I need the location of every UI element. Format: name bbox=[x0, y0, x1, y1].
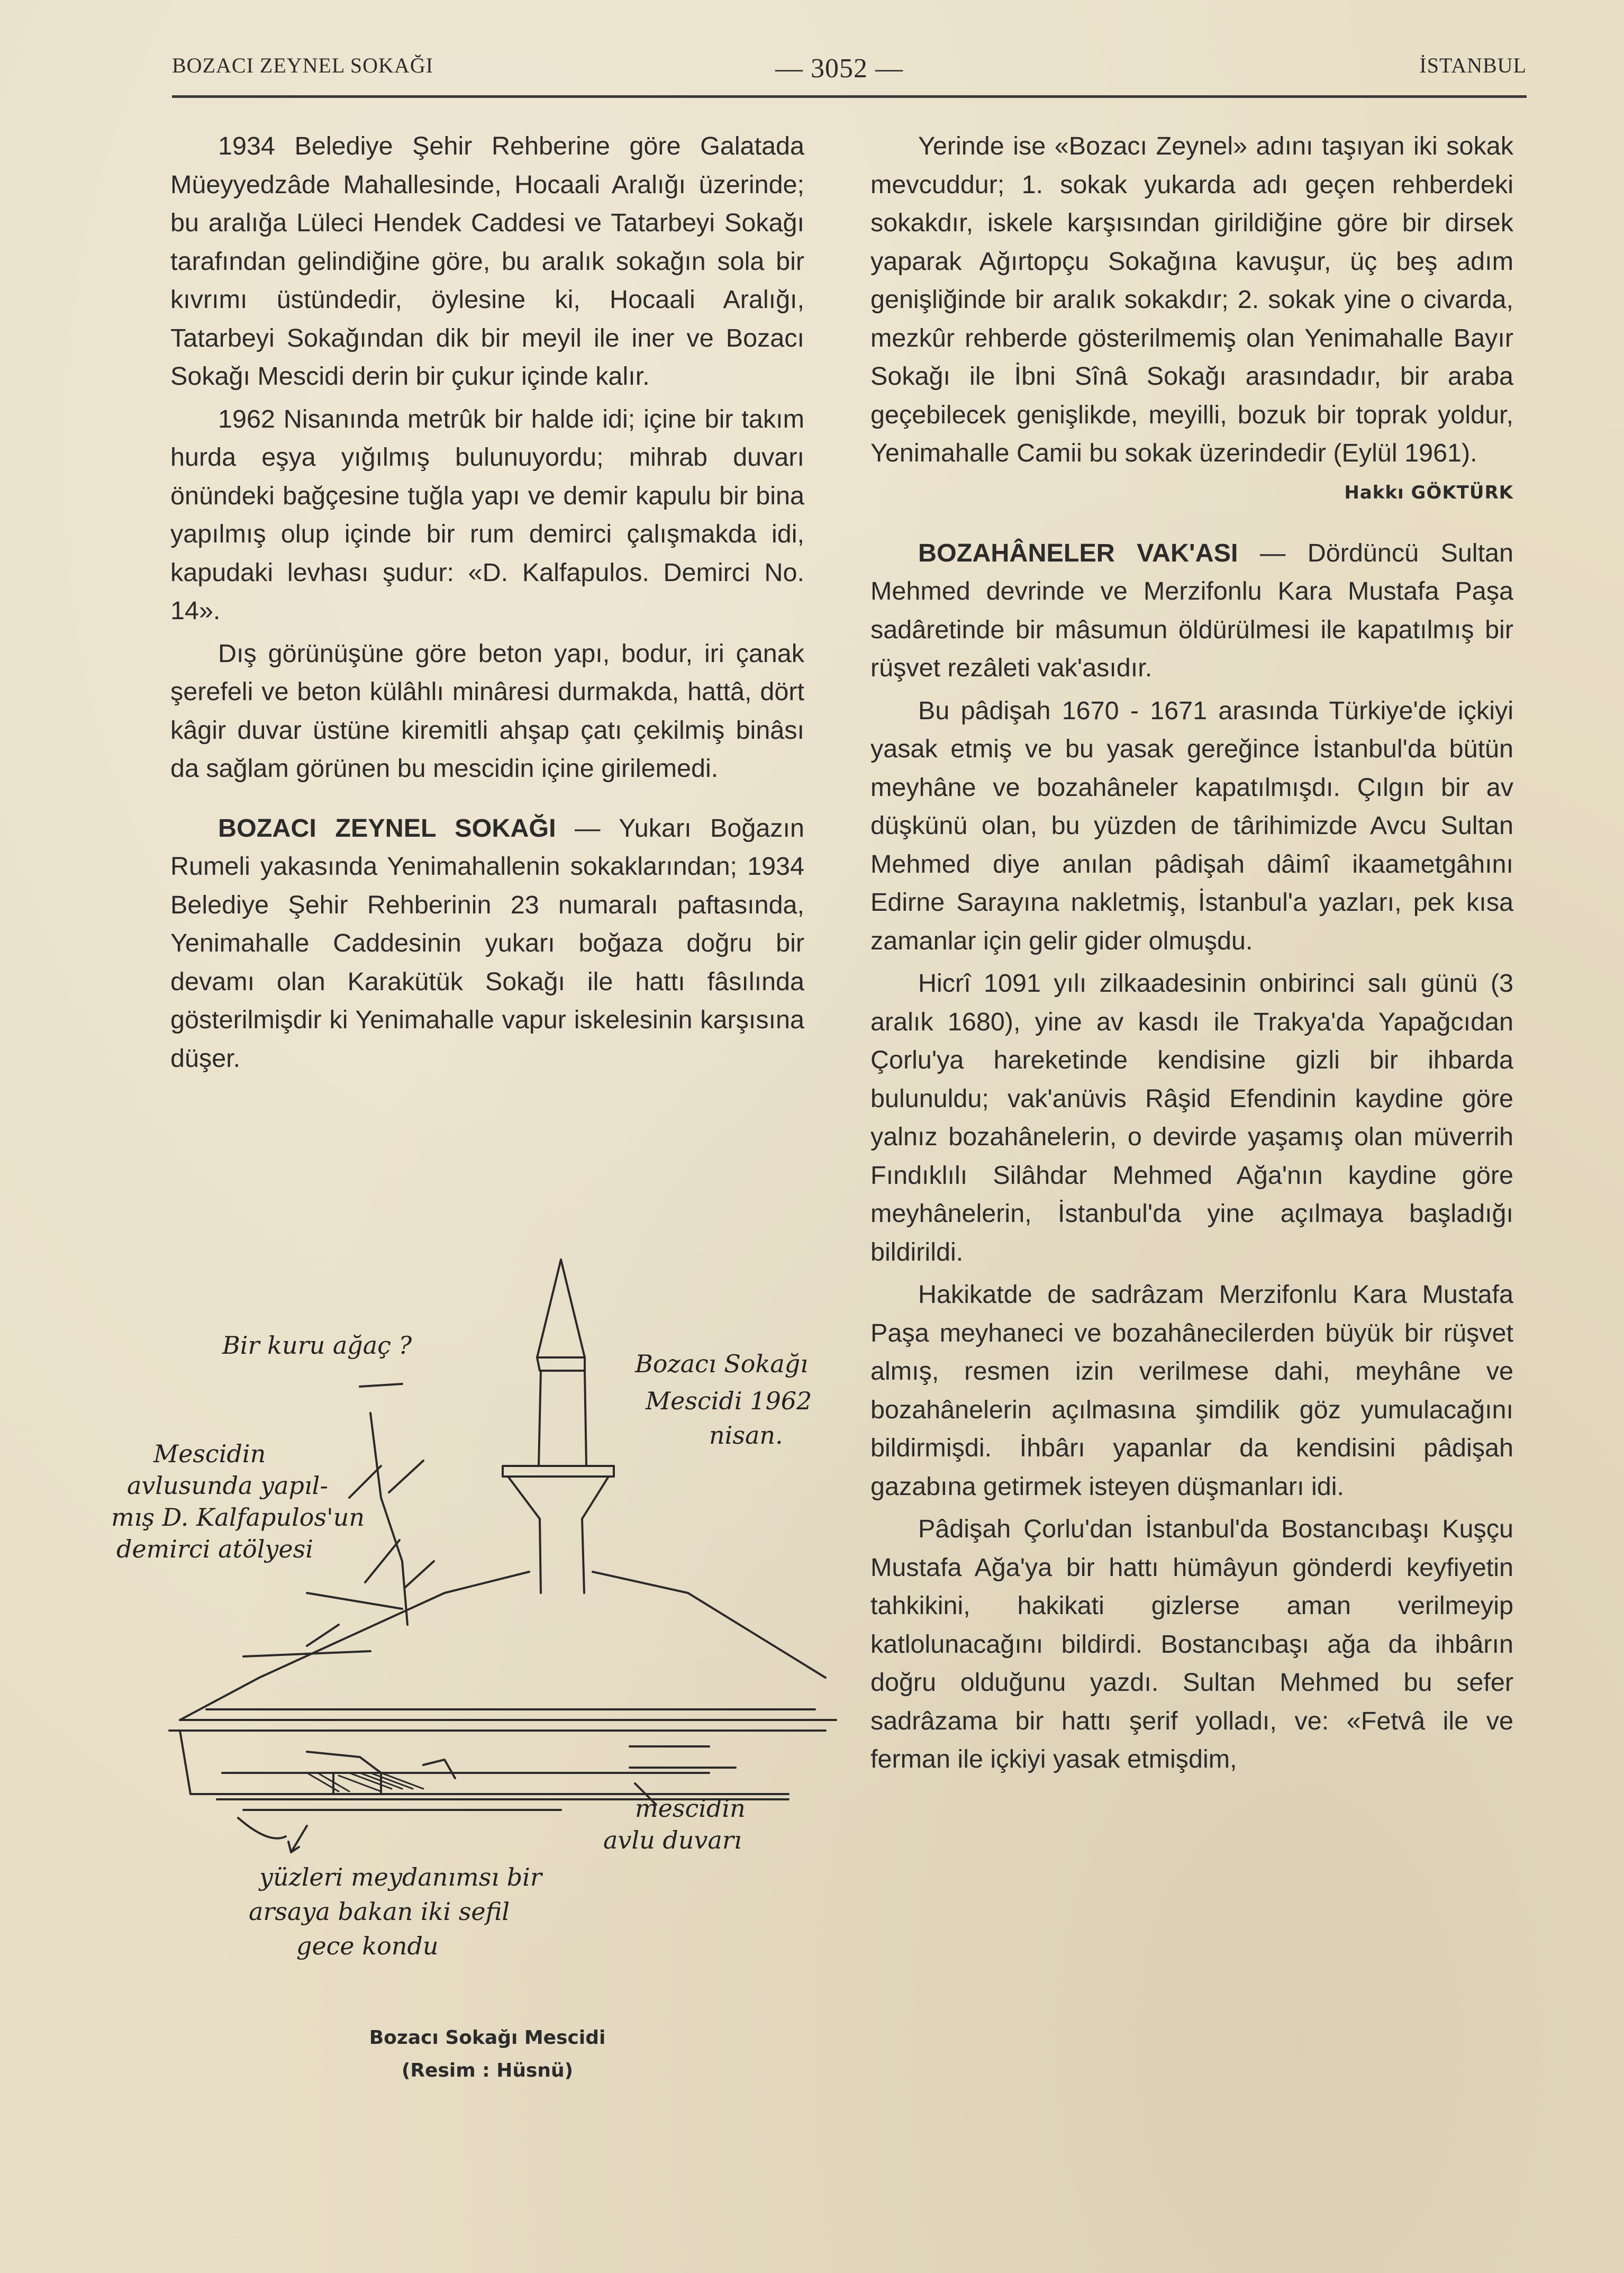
running-header bbox=[172, 48, 1527, 90]
paragraph: Hakikatde de sadrâzam Merzifonlu Kara Mustafa Paşa meyhaneci ve bozahânecilerden büyük bir rüşvet almış, resmen izin verilmese dahi, meyhâne ve bozahânelerin açılmasına şimdilik göz yumulacağını bildirmişdi. İhbârı yapanlar da kendisini pâdişah gazabına getirmek isteyen düşmanları idi. bbox=[870, 1280, 1513, 1501]
paragraph: Yerinde ise «Bozacı Zeynel» adını taşıyan iki sokak mevcuddur; 1. sokak yukarda adı geçen rehberdeki sokakdır, iskele karşısından girildiğine göre bir dirsek yaparak Ağırtopçu Sokağına kavuşur, üç beş adım genişliğinde bir aralık sokakdır; 2. sokak yine o civarda, mezkûr rehberde gösterilmemiş olan Yenimahalle Bayır Sokağı ile İbni Sînâ Sokağı arasındadır, bir araba geçebilecek genişlikde, meyilli, bozuk bir toprak yoldur, Yenimahalle Camii bu sokak üzerindedir (Eylül 1961). bbox=[870, 132, 1513, 467]
header-entry-title: BOZACI ZEYNEL SOKAĞI bbox=[172, 53, 434, 77]
paragraph: 1934 Belediye Şehir Rehberine göre Galatada Müeyyedzâde Mahallesinde, Hocaali Aralığı üzerinde; bu aralığa Lüleci Hendek Caddesi ve Tatarbeyi Sokağı tarafından gelindiğine göre, bu aralık sokağın sola bir kıvrımı üstündedir, öylesine ki, Hocaali Aralığı, Tatarbeyi Sokağından dik bir meyil ile iner ve Bozacı Sokağı Mescidi derin bir çukur içinde kalır. bbox=[170, 132, 804, 391]
note-wall-line1: mescidin bbox=[635, 1794, 746, 1823]
paragraph: Dış görünüşüne göre beton yapı, bodur, iri çanak şerefeli ve beton külâhlı minâresi durmakda, hattâ, dört kâgir duvar üstüne kiremitli ahşap çatı çekilmiş binâsı da sağlam görünen bu mescidin içine girilemedi. bbox=[170, 639, 804, 783]
note-houses-line3: gece kondu bbox=[296, 1932, 439, 1960]
note-wall-line2: avlu duvarı bbox=[603, 1826, 742, 1854]
entry-title: BOZAHÂNELER VAK'ASI bbox=[918, 538, 1238, 567]
entry-title: BOZACI ZEYNEL SOKAĞI bbox=[218, 813, 556, 843]
caption-credit: (Resim : Hüsnü) bbox=[401, 2060, 574, 2081]
figure-caption bbox=[170, 2022, 804, 2087]
paragraph: Pâdişah Çorlu'dan İstanbul'da Bostancıbaşı Kuşçu Mustafa Ağa'ya bir hattı hümâyun gönderdi keyfiyetin tahkikini, hakikati gizlerse aman verilmeyip katlolunacağını bildirdi. Bostancıbaşı ağa da ihbârın doğru olduğunu yazdı. Sultan Mehmed bu sefer sadrâzama bir hattı şerif yolladı, ve: «Fetvâ ile ve ferman ile içkiyi yasak etmişdim, bbox=[870, 1515, 1513, 1773]
header-rule bbox=[172, 95, 1527, 98]
note-houses-line1: yüzleri meydanımsı bir bbox=[259, 1863, 542, 1891]
paragraph: Bu pâdişah 1670 - 1671 arasında Türkiye'de içkiyi yasak etmiş ve bu yasak gereğince İstanbul'da bütün meyhâne ve bozahâneler kapatılmışdı. Çılgın bir av düşkünü olan, bu yüzden de târihimizde Avcu Sultan Mehmed diye anılan pâdişah dâimî ikaametgâhını Edirne Sarayına nakletmiş, İstanbul'a yazları, pek kısa zamanlar için gelir gider olmuşdu. bbox=[870, 696, 1513, 955]
author-signature: Hakkı GÖKTÜRK bbox=[1344, 482, 1513, 503]
right-column bbox=[870, 127, 1513, 1783]
entry-text: — Yukarı Boğazın Rumeli yakasında Yenimahallenin sokaklarından; 1934 Belediye Şehir Rehberinin 23 numaralı paftasında, Yenimahalle Caddesinin yukarı boğaza doğru bir devamı olan Karakütük Sokağı ile hattı fâsılında gösterilmişdir ki Yenimahalle vapur iskelesinin karşısına düşer. bbox=[170, 813, 805, 1073]
paragraph: Hicrî 1091 yılı zilkaadesinin onbirinci salı günü (3 aralık 1680), yine av kasdı ile Trakya'da Yapağcıdan Çorlu'ya hareketinde kendisine gizli bir ihbarda bulunuldu; vak'anüvis Râşid Efendinin kaydine göre yalnız bozahânelerin, o devirde yaşamış olan müverrih Fındıklılı Silâhdar Mehmed Ağa'nın kaydine göre meyhânelerin, İstanbul'da yine açılmaya başladığı bildirildi. bbox=[870, 969, 1513, 1266]
left-column bbox=[170, 127, 804, 1082]
mosque-sketch bbox=[85, 1244, 857, 1995]
header-volume-title: İSTANBUL bbox=[1419, 53, 1527, 77]
note-tree: Bir kuru ağaç ? bbox=[222, 1331, 412, 1360]
note-houses-line2: arsaya bakan iki sefil bbox=[249, 1897, 510, 1926]
entry-paragraph bbox=[170, 809, 804, 1078]
entry-text: — Dördüncü Sultan Mehmed devrinde ve Merzifonlu Kara Mustafa Paşa sadâretinde bir mâsumun öldürülmesi ile kapatılmış bir rüşvet rezâleti vak'asıdır. bbox=[870, 538, 1513, 682]
note-workshop-line2: avlusunda yapıl- bbox=[127, 1471, 328, 1500]
entry-paragraph bbox=[870, 534, 1513, 687]
note-workshop-line1: Mescidin bbox=[153, 1439, 266, 1468]
note-workshop-line3: mış D. Kalfapulos'un bbox=[111, 1503, 365, 1532]
note-title-line3: nisan. bbox=[709, 1421, 783, 1450]
note-title-line1: Bozacı Sokağı bbox=[635, 1350, 808, 1378]
note-workshop-line4: demirci atölyesi bbox=[116, 1535, 313, 1563]
paragraph: 1962 Nisanında metrûk bir halde idi; içine bir takım hurda eşya yığılmış bulunuyordu; mihrab duvarı önündeki bağçesine tuğla yapı ve demir kapulu bir bina yapılmış olup içinde bir rum demirci çalışmakda idi, kapudaki levhası şudur: «D. Kalfapulos. Demirci No. 14». bbox=[170, 404, 804, 625]
note-title-line2: Mescidi 1962 bbox=[646, 1387, 812, 1415]
page-number: — 3052 — bbox=[775, 53, 903, 84]
caption-title: Bozacı Sokağı Mescidi bbox=[369, 2027, 606, 2049]
